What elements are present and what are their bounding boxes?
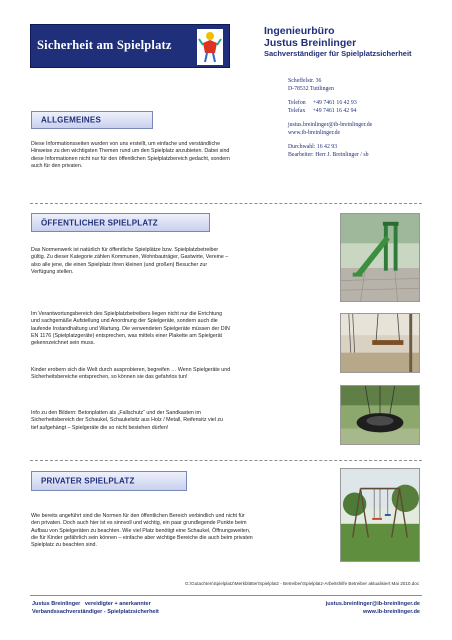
photo-swing-seat bbox=[340, 313, 420, 373]
playground-logo-icon bbox=[197, 29, 223, 65]
header-banner bbox=[30, 24, 230, 68]
contact-durchwahl: Durchwahl: 16 42 93 bbox=[288, 144, 338, 150]
company-line3: Sachverständiger für Spielplatzsicherheit bbox=[264, 49, 412, 58]
company-line2: Justus Breinlinger bbox=[264, 37, 357, 49]
footer-web[interactable]: www.ib-breinlinger.de bbox=[363, 608, 420, 615]
footer-left-line2: Verbandssachverständiger - Spielplatzsicherheit bbox=[32, 608, 159, 615]
contact-telefax: Telefax +49 7461 16 42 94 bbox=[288, 107, 357, 114]
contact-street: Scheffelstr. 36 bbox=[288, 78, 322, 84]
company-block bbox=[264, 25, 412, 59]
footer-left-line1: Justus Breinlinger vereidigter + anerkannter bbox=[32, 601, 151, 607]
paragraph-oeffentlich-3: Kinder erobern sich die Welt durch ausprobieren, begreifen … Wenn Spielgeräte und Sicherheitsbereiche entsprechen, so können sie das gefahrlos tun! bbox=[31, 367, 231, 381]
file-path: G:\Gutachten\Spielplatz\Merkblätter\Spielplatz - Betreiber\Spielplatz-Arbeitshilfe Betreiber aktualisiert Mai 2010.doc bbox=[185, 581, 420, 586]
footer-email[interactable]: justus.breinlinger@ib-breinlinger.de bbox=[325, 601, 420, 607]
footer-right bbox=[326, 601, 420, 616]
contact-web[interactable]: www.ib-breinlinger.de bbox=[288, 129, 341, 136]
photo-tire-swing bbox=[340, 385, 420, 445]
footer-rule bbox=[30, 595, 422, 596]
footer-left bbox=[32, 601, 159, 616]
contact-block bbox=[288, 78, 372, 159]
paragraph-allgemeines: Diese Informationsseiten wurden von uns erstellt, um einfache und verständliche Hinweise zu den wichtigsten Themen rund um den Spielplatz anzubieten. Dabei sind diese Informationen nicht nur für den öffentlichen Spielplatzbereich gedacht, sondern auch für den privaten. bbox=[31, 141, 230, 169]
section-heading-oeffentlich bbox=[31, 213, 210, 232]
section-title: ALLGEMEINES bbox=[41, 115, 101, 125]
contact-city: D-78532 Tuttlingen bbox=[288, 85, 334, 92]
section-title: ÖFFENTLICHER SPIELPLATZ bbox=[41, 218, 158, 227]
photo-slide bbox=[340, 213, 420, 302]
divider bbox=[30, 203, 422, 204]
paragraph-oeffentlich-1: Das Normenwerk ist natürlich für öffentliche Spielplätze bzw. Spielplatzbetreiber gültig. Zu dieser Kategorie zählen Kommunen, Wohnbauträger, Gastwirte, Vereine – also alle jene, die einen Spielplatz ihren kleinen (und großen) Besucher zur Verfügung stellen. bbox=[31, 247, 229, 275]
paragraph-privat: Wie bereits angeführt sind die Normen für den öffentlichen Bereich verbindlich und nicht für den privaten. Doch auch hier ist es sinnvoll und wichtig, ein paar grundlegende Punkte beim Aufbau von Spielgeräten zu beachten. Wie viel Platz benötigt eine Schaukel, Öffnungsweiten, die für Kinder gefährlich sein können – einfache aber wichtige Bereiche die auch beim privaten Spielplatz zu beachten sind. bbox=[31, 513, 253, 549]
banner-title: Sicherheit am Spielplatz bbox=[37, 38, 172, 52]
contact-telefon: Telefon +49 7461 16 42 93 bbox=[288, 100, 357, 106]
paragraph-oeffentlich-4: Info zu den Bildern: Betonplatten als „Fallschutz“ und der Sandkasten im Sicherheitsbereich der Schaukel, Schaukelsitz aus Holz / Metall, Reifensitz viel zu tief aufgehängt – Spielgeräte die so nicht bestehen dürfen! bbox=[31, 410, 223, 431]
section-heading-allgemeines bbox=[31, 111, 153, 129]
section-heading-privat bbox=[31, 471, 187, 491]
section-title: PRIVATER SPIELPLATZ bbox=[41, 476, 135, 486]
contact-bearbeiter: Bearbeiter: Herr J. Breinlinger / sb bbox=[288, 151, 369, 158]
divider bbox=[30, 460, 422, 461]
photo-garden-playset bbox=[340, 468, 420, 562]
paragraph-oeffentlich-2: Im Verantwortungsbereich des Spielplatzbetreibers liegen nicht nur die Errichtung und sachgemäße Aufstellung und Anordnung der Spielgeräte, sondern auch die laufende Instandhaltung und Wartung. Die verwendeten Spielgeräte müssen der DIN EN 1176 (Spielplatzgeräte) entsprechen, was mittels einer Plakette am Spielgerät gekennzeichnet sein muss. bbox=[31, 311, 230, 347]
company-line1: Ingenieurbüro bbox=[264, 25, 335, 37]
contact-email[interactable]: justus.breinlinger@ib-breinlinger.de bbox=[288, 122, 373, 128]
